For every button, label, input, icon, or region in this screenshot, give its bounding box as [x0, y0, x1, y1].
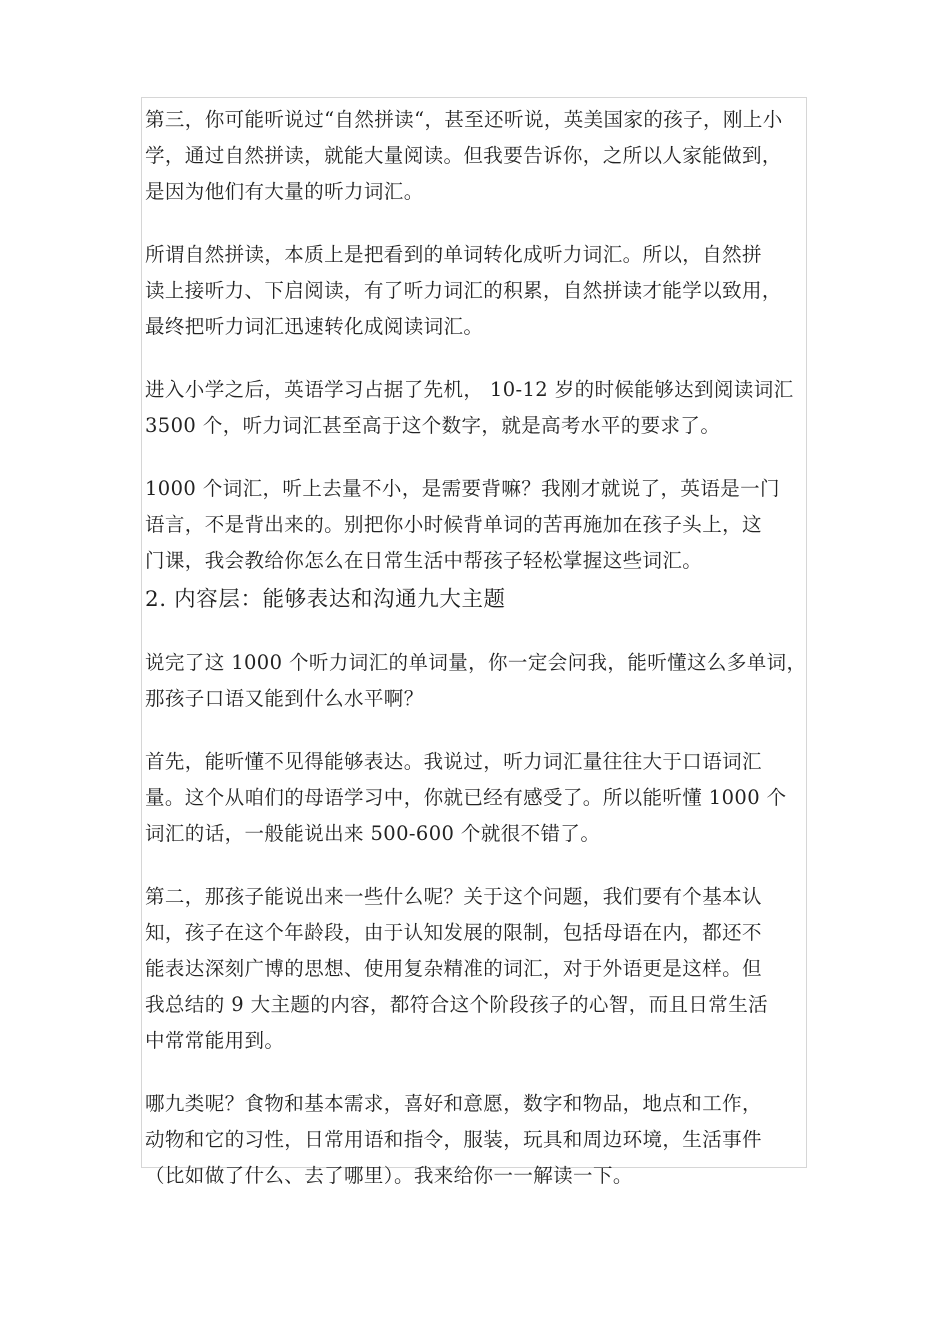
text-line: 首先，能听懂不见得能够表达。我说过，听力词汇量往往大于口语词汇	[145, 750, 762, 773]
paragraph-speaking-level	[145, 645, 813, 717]
text-line: 所谓自然拼读，本质上是把看到的单词转化成听力词汇。所以，自然拼	[145, 243, 762, 266]
text-line: 学，通过自然拼读，就能大量阅读。但我要告诉你，之所以人家能做到，	[145, 144, 782, 167]
paragraph-topic-list	[145, 1086, 813, 1194]
text-line: 语言，不是背出来的。别把你小时候背单词的苦再施加在孩子头上，这	[145, 513, 762, 536]
paragraph-vocabulary	[145, 471, 813, 579]
document-content	[145, 102, 813, 1194]
text-line: 读上接听力、下启阅读，有了听力词汇的积累，自然拼读才能学以致用，	[145, 279, 782, 302]
text-line: 中常常能用到。	[145, 1029, 285, 1052]
text-line: （比如做了什么、去了哪里）。我来给你一一解读一下。	[145, 1164, 633, 1187]
text-line: 是因为他们有大量的听力词汇。	[145, 180, 424, 203]
text-line: 那孩子口语又能到什么水平啊？	[145, 687, 424, 710]
section-heading: 2. 内容层：能够表达和沟通九大主题	[145, 587, 506, 612]
text-line: 说完了这 1000 个听力词汇的单词量，你一定会问我，能听懂这么多单词，	[145, 651, 807, 674]
text-line: 第二，那孩子能说出来一些什么呢？关于这个问题，我们要有个基本认	[145, 885, 762, 908]
text-line: 3500 个，听力词汇甚至高于这个数字，就是高考水平的要求了。	[145, 414, 721, 437]
text-line: 词汇的话，一般能说出来 500-600 个就很不错了。	[145, 822, 601, 845]
text-line: 量。这个从咱们的母语学习中，你就已经有感受了。所以能听懂 1000 个	[145, 786, 787, 809]
text-line: 最终把听力词汇迅速转化成阅读词汇。	[145, 315, 484, 338]
text-line: 进入小学之后，英语学习占据了先机， 10-12 岁的时候能够达到阅读词汇	[145, 378, 794, 401]
paragraph-phonics-intro	[145, 102, 813, 210]
text-line: 动物和它的习性，日常用语和指令，服装，玩具和周边环境，生活事件	[145, 1128, 762, 1151]
text-line: 第三，你可能听说过“自然拼读“，甚至还听说，英美国家的孩子，刚上小	[145, 108, 783, 131]
paragraph-phonics-essence	[145, 237, 813, 345]
paragraph-understanding-vs-expression	[145, 744, 813, 852]
text-line: 知，孩子在这个年龄段，由于认知发展的限制，包括母语在内，都还不	[145, 921, 762, 944]
paragraph-primary-school	[145, 372, 813, 444]
text-line: 1000 个词汇，听上去量不小，是需要背嘛？我刚才就说了，英语是一门	[145, 477, 780, 500]
text-line: 门课，我会教给你怎么在日常生活中帮孩子轻松掌握这些词汇。	[145, 549, 703, 572]
paragraph-nine-topics	[145, 879, 813, 1059]
text-line: 能表达深刻广博的思想、使用复杂精准的词汇，对于外语更是这样。但	[145, 957, 762, 980]
text-line: 我总结的 9 大主题的内容，都符合这个阶段孩子的心智，而且日常生活	[145, 993, 769, 1016]
text-line: 哪九类呢？食物和基本需求，喜好和意愿，数字和物品，地点和工作，	[145, 1092, 762, 1115]
